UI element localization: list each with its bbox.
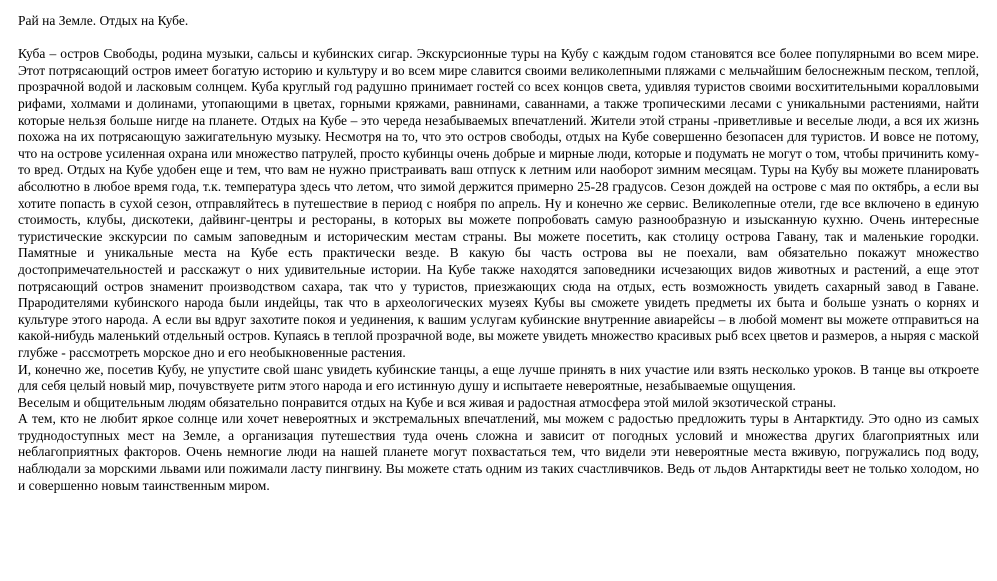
paragraph-4: А тем, кто не любит яркое солнце или хочет невероятных и экстремальных впечатлений, мы можем с радостью предложить туры в Антарктиду. Это одно из самых труднодоступных мест на Земле, а организация путешествия туда очень сложна и зависит от погодных условий и множества других благоприятных или неблагоприятных факторов. Очень немногие люди на нашей планете могут похвастаться тем, что видели эти невероятные места вживую, погружались под воду, наблюдали за морскими львами или пожимали ласту пингвину. Вы можете стать одним из таких счастливчиков. Ведь от льдов Антарктиды веет не только холодом, но и совершенно новым таинственным миром.	[18, 411, 979, 493]
paragraph-1: Куба – остров Свободы, родина музыки, сальсы и кубинских сигар. Экскурсионные туры на Кубу с каждым годом становятся все более популярными во всем мире. Этот потрясающий остров имеет богатую историю и культуру и во всем мире славится своими великолепными пляжами с мельчайшим белоснежным песком, теплой, прозрачной водой и ласковым солнцем. Куба круглый год радушно принимает гостей со всех концов света, удивляя туристов своими восхитительными коралловыми рифами, холмами и долинами, утопающими в цветах, горными кряжами, равнинами, саваннами, а также тропическими лесами с уникальными растениями, найти которые нельзя больше нигде на планете. Отдых на Кубе – это череда незабываемых впечатлений. Жители этой страны -приветливые и веселые люди, а вся их жизнь похожа на их потрясающую зажигательную музыку. Несмотря на то, что это остров свободы, отдых на Кубе совершенно безопасен для туристов. И вовсе не потому, что на острове усиленная охрана или множество патрулей, просто кубинцы очень добрые и мирные люди, которые и подумать не могут о том, чтобы причинить кому-то вред. Отдых на Кубе удобен еще и тем, что вам не нужно пристраивать ваш отпуск к летним или наоборот зимним месяцам. Туры на Кубу вы можете планировать абсолютно в любое время года, т.к. температура здесь что летом, что зимой держится примерно 25-28 градусов. Сезон дождей на острове с мая по октябрь, а если вы хотите попасть в сухой сезон, отправляйтесь в путешествие в период с ноября по апрель. Ну и конечно же сервис. Великолепные отели, где все включено в единую стоимость, клубы, дискотеки, дайвинг-центры и рестораны, в которых вы можете попробовать самую разнообразную и изысканную кухню. Очень интересные туристические экскурсии по самым заповедным и историческим местам страны. Вы можете посетить, как столицу острова Гавану, так и маленькие городки. Памятные и уникальные места на Кубе есть практически везде. В какую бы часть острова вы не поехали, вам обязательно покажут множество достопримечательностей и расскажут о них удивительные истории. На Кубе также находятся заповедники исчезающих видов животных и растений, а еще этот потрясающий остров знаменит производством сахара, так что у туристов, приезжающих сюда на отдых, есть возможность увидеть сахарный завод в Гаване. Прародителями кубинского народа были индейцы, так что в археологических музеях Кубы вы сможете увидеть предметы их быта и больше узнать о корнях и культуре этого народа. А если вы вдруг захотите покоя и уединения, к вашим услугам кубинские внутренние авиарейсы – в любой момент вы можете отправиться на какой-нибудь маленький отдельный остров. Купаясь в теплой прозрачной воде, вы можете увидеть множество красивых рыб всех цветов и размеров, а ныряя с маской глубже - рассмотреть морское дно и его необыкновенные растения.	[18, 46, 979, 360]
paragraph-3: Веселым и общительным людям обязательно понравится отдых на Кубе и вся живая и радостная атмосфера этой милой экзотической страны.	[18, 394, 837, 410]
paragraph-2: И, конечно же, посетив Кубу, не упустите свой шанс увидеть кубинские танцы, а еще лучше принять в них участие или взять несколько уроков. В танце вы откроете для себя целый новый мир, почувствуете ритм этого народа и его истинную душу и испытаете невероятные, незабываемые ощущения.	[18, 361, 979, 394]
page-title: Рай на Земле. Отдых на Кубе.	[18, 13, 189, 28]
